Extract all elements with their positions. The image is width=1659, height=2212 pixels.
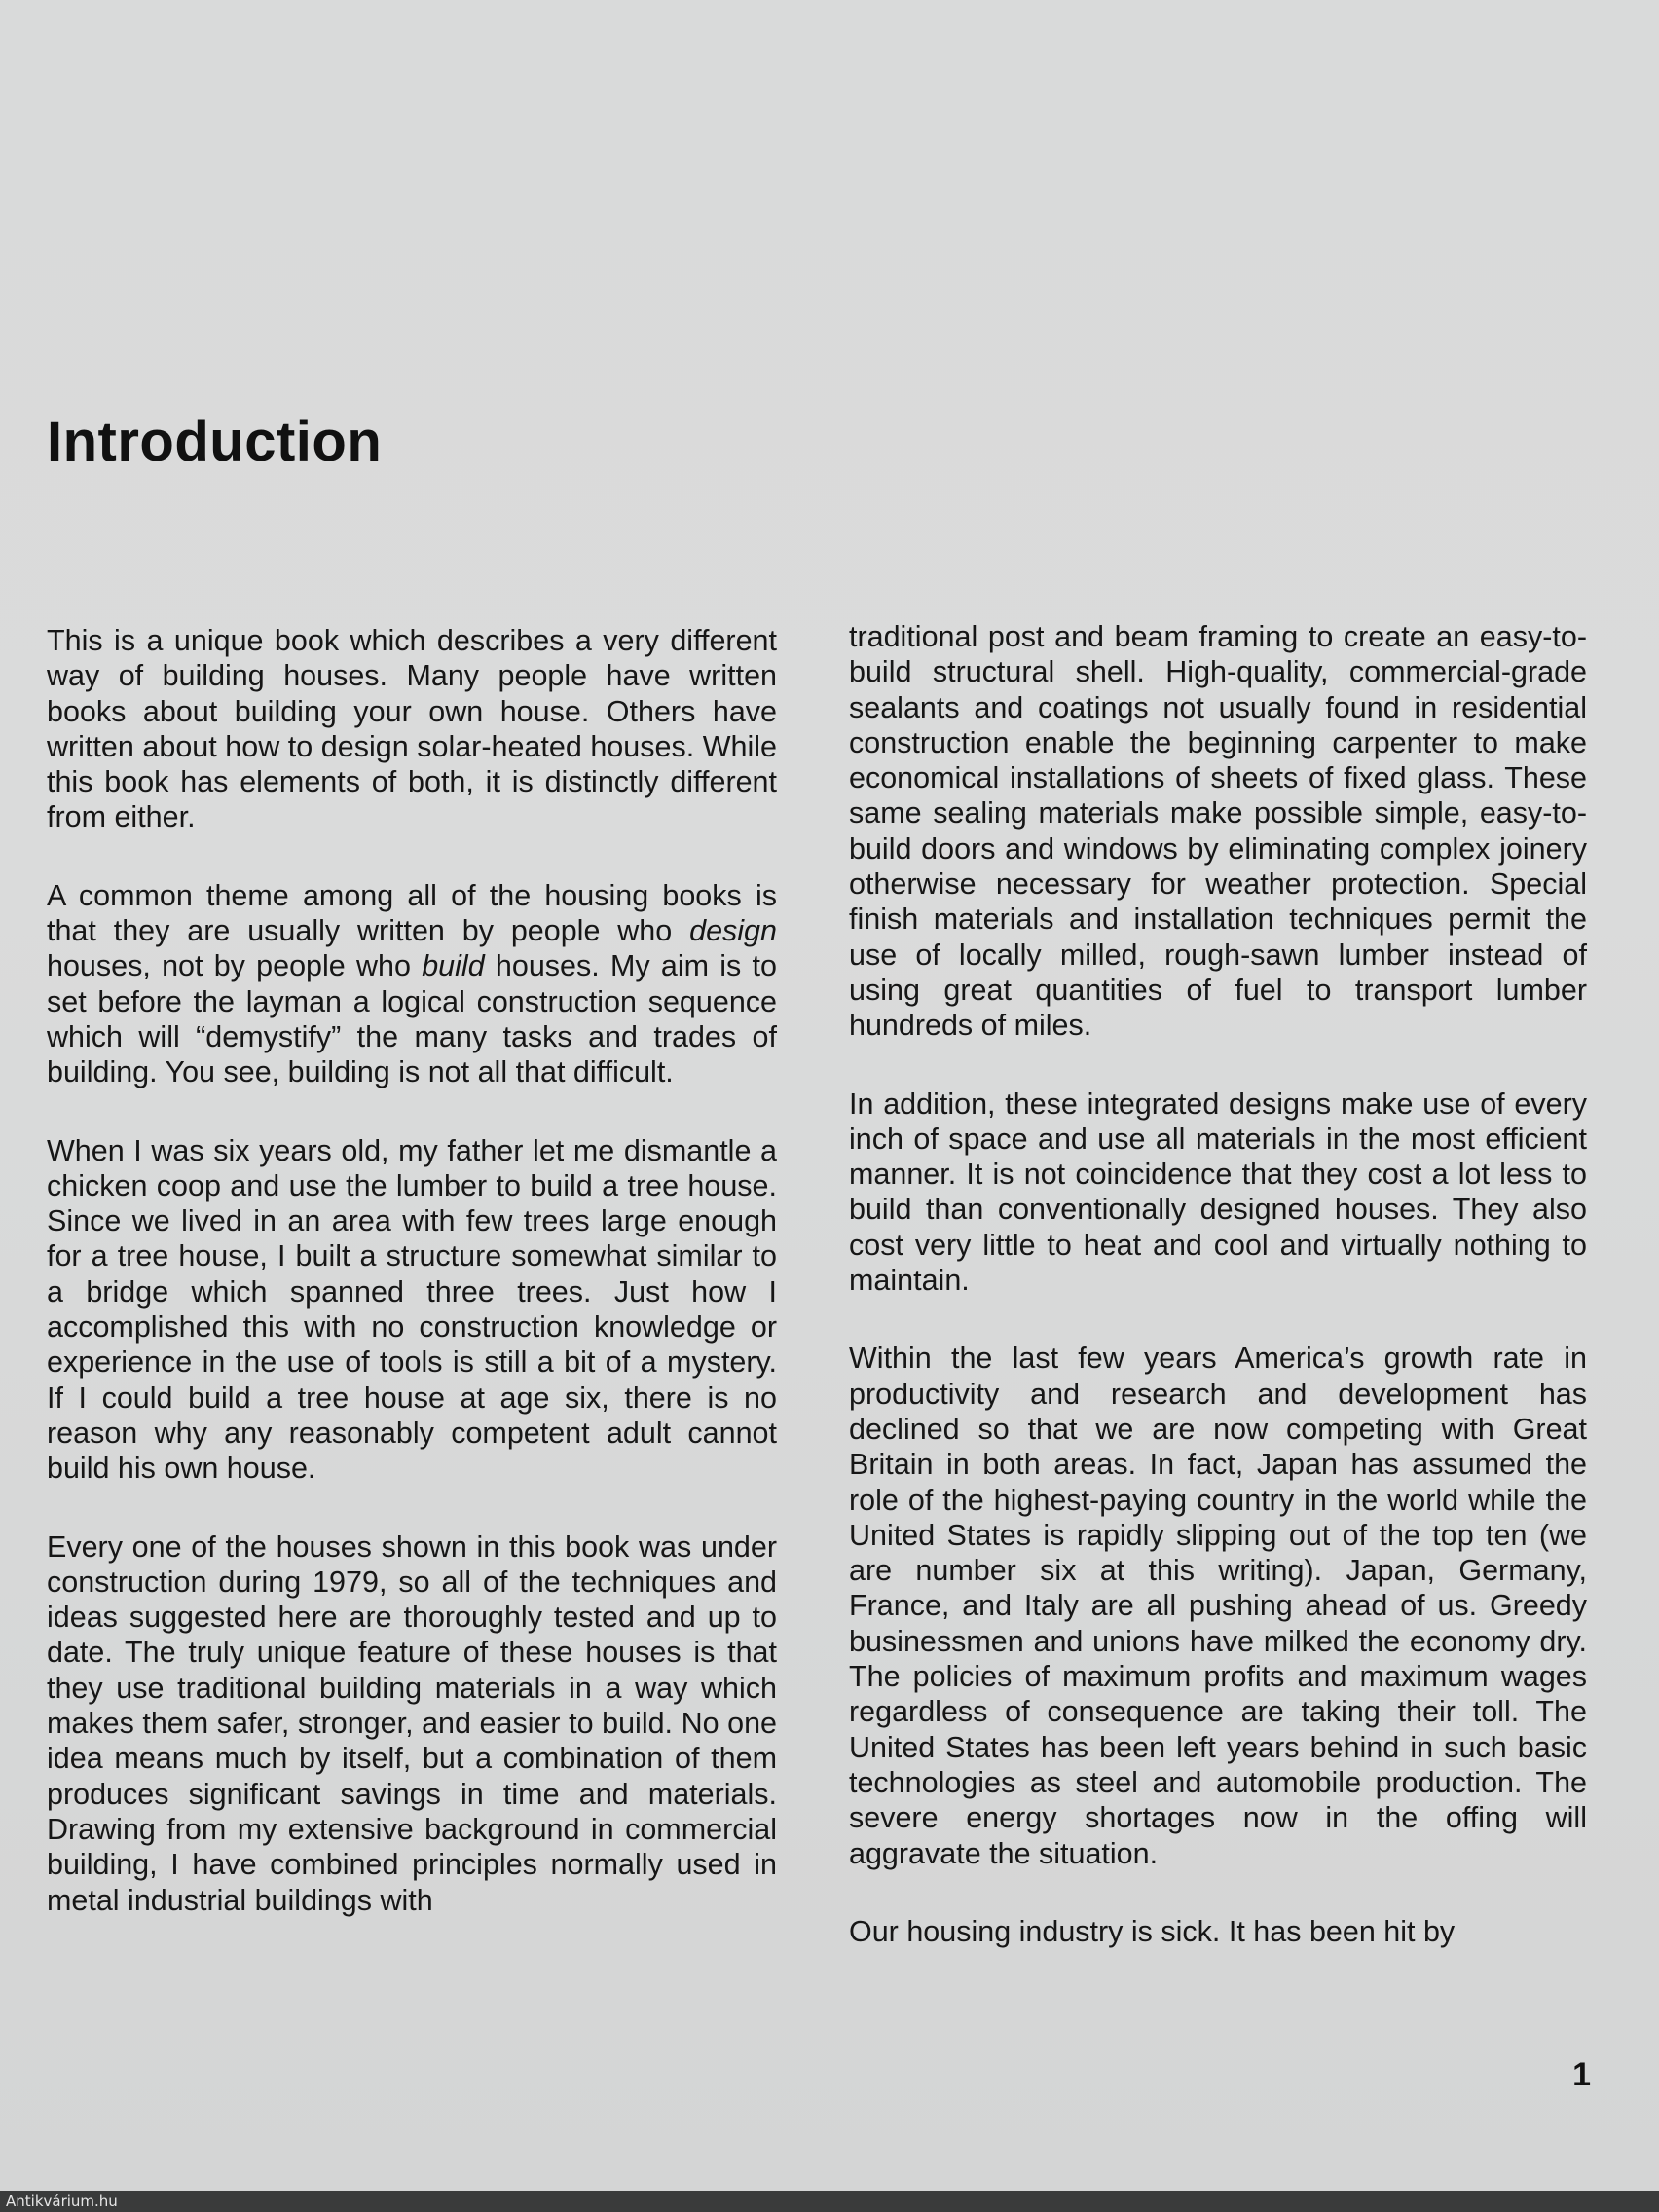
bleed-through-texture-right: [847, 0, 1587, 584]
right-paragraph-1: traditional post and beam framing to create an easy-to-build structural shell. High-quality, commercial-grade sealants and coatings not usually found in residential construction enable the beginning carpenter to make economical installations of sheets of fixed glass. These same sealing materials make possible simple, easy-to-build doors and windows by eliminating complex joinery otherwise necessary for weather protection. Special finish materials and installation techniques permit the use of locally milled, rough-sawn lumber instead of using great quantities of fuel to transport lumber hundreds of miles.: [849, 620, 1587, 1043]
footer-bar: [0, 2191, 1659, 2212]
watermark-text: Antikvárium.hu: [6, 2193, 118, 2210]
page-number: 1: [1572, 2056, 1591, 2093]
left-paragraph-1: This is a unique book which describes a very different way of building houses. Many people have written books about building your own house. Others have written about how to design solar-heated houses. While this book has elements of both, it is distinctly different from either.: [47, 624, 777, 834]
left-paragraph-4: Every one of the houses shown in this book was under construction during 1979, so all of the techniques and ideas suggested here are thoroughly tested and up to date. The truly unique feature of these houses is that they use traditional building materials in a way which makes them safer, stronger, and easier to build. No one idea means much by itself, but a combination of them produces significant savings in time and materials. Drawing from my extensive background in commercial building, I have combined principles normally used in metal industrial buildings with: [47, 1530, 777, 1917]
left-paragraph-2: A common theme among all of the housing books is that they are usually written by people who design houses, not by people who build houses. My aim is to set before the layman a logical construction sequence which will “demystify” the many tasks and trades of building. You see, building is not all that difficult.: [47, 878, 777, 1089]
bleed-through-texture-left: [409, 0, 779, 321]
emphasis-design: design: [689, 914, 777, 948]
left-paragraph-3: When I was six years old, my father let me dismantle a chicken coop and use the lumber to build a tree house. Since we lived in an area with few trees large enough for a tree house, I built a structure somewhat similar to a bridge which spanned three trees. Just how I accomplished this with no construction knowledge or experience in the use of tools is still a bit of a mystery. If I could build a tree house at age six, there is no reason why any reasonably competent adult cannot build his own house.: [47, 1133, 777, 1486]
right-text-column: [849, 619, 1587, 1949]
left-text-column: [47, 623, 777, 1918]
right-paragraph-3: Within the last few years America’s growth rate in productivity and research and development has declined so that we are now competing with Great Britain in both areas. In fact, Japan has assumed the role of the highest-paying country in the world while the United States is rapidly slipping out of the top ten (we are number six at this writing). Japan, Germany, France, and Italy are all pushing ahead of us. Greedy businessmen and unions have milked the economy dry. The policies of maximum profits and maximum wages regardless of consequence are taking their toll. The United States has been left years behind in such basic technologies as steel and automobile production. The severe energy shortages now in the offing will aggravate the situation.: [849, 1342, 1587, 1870]
emphasis-build: build: [422, 949, 485, 983]
right-paragraph-4: Our housing industry is sick. It has been hit by: [849, 1914, 1456, 1948]
right-paragraph-2: In addition, these integrated designs make use of every inch of space and use all materials in the most efficient manner. It is not coincidence that they cost a lot less to build than conventionally designed houses. They also cost very little to heat and cool and virtually nothing to maintain.: [849, 1087, 1587, 1298]
page-title: Introduction: [47, 410, 383, 473]
